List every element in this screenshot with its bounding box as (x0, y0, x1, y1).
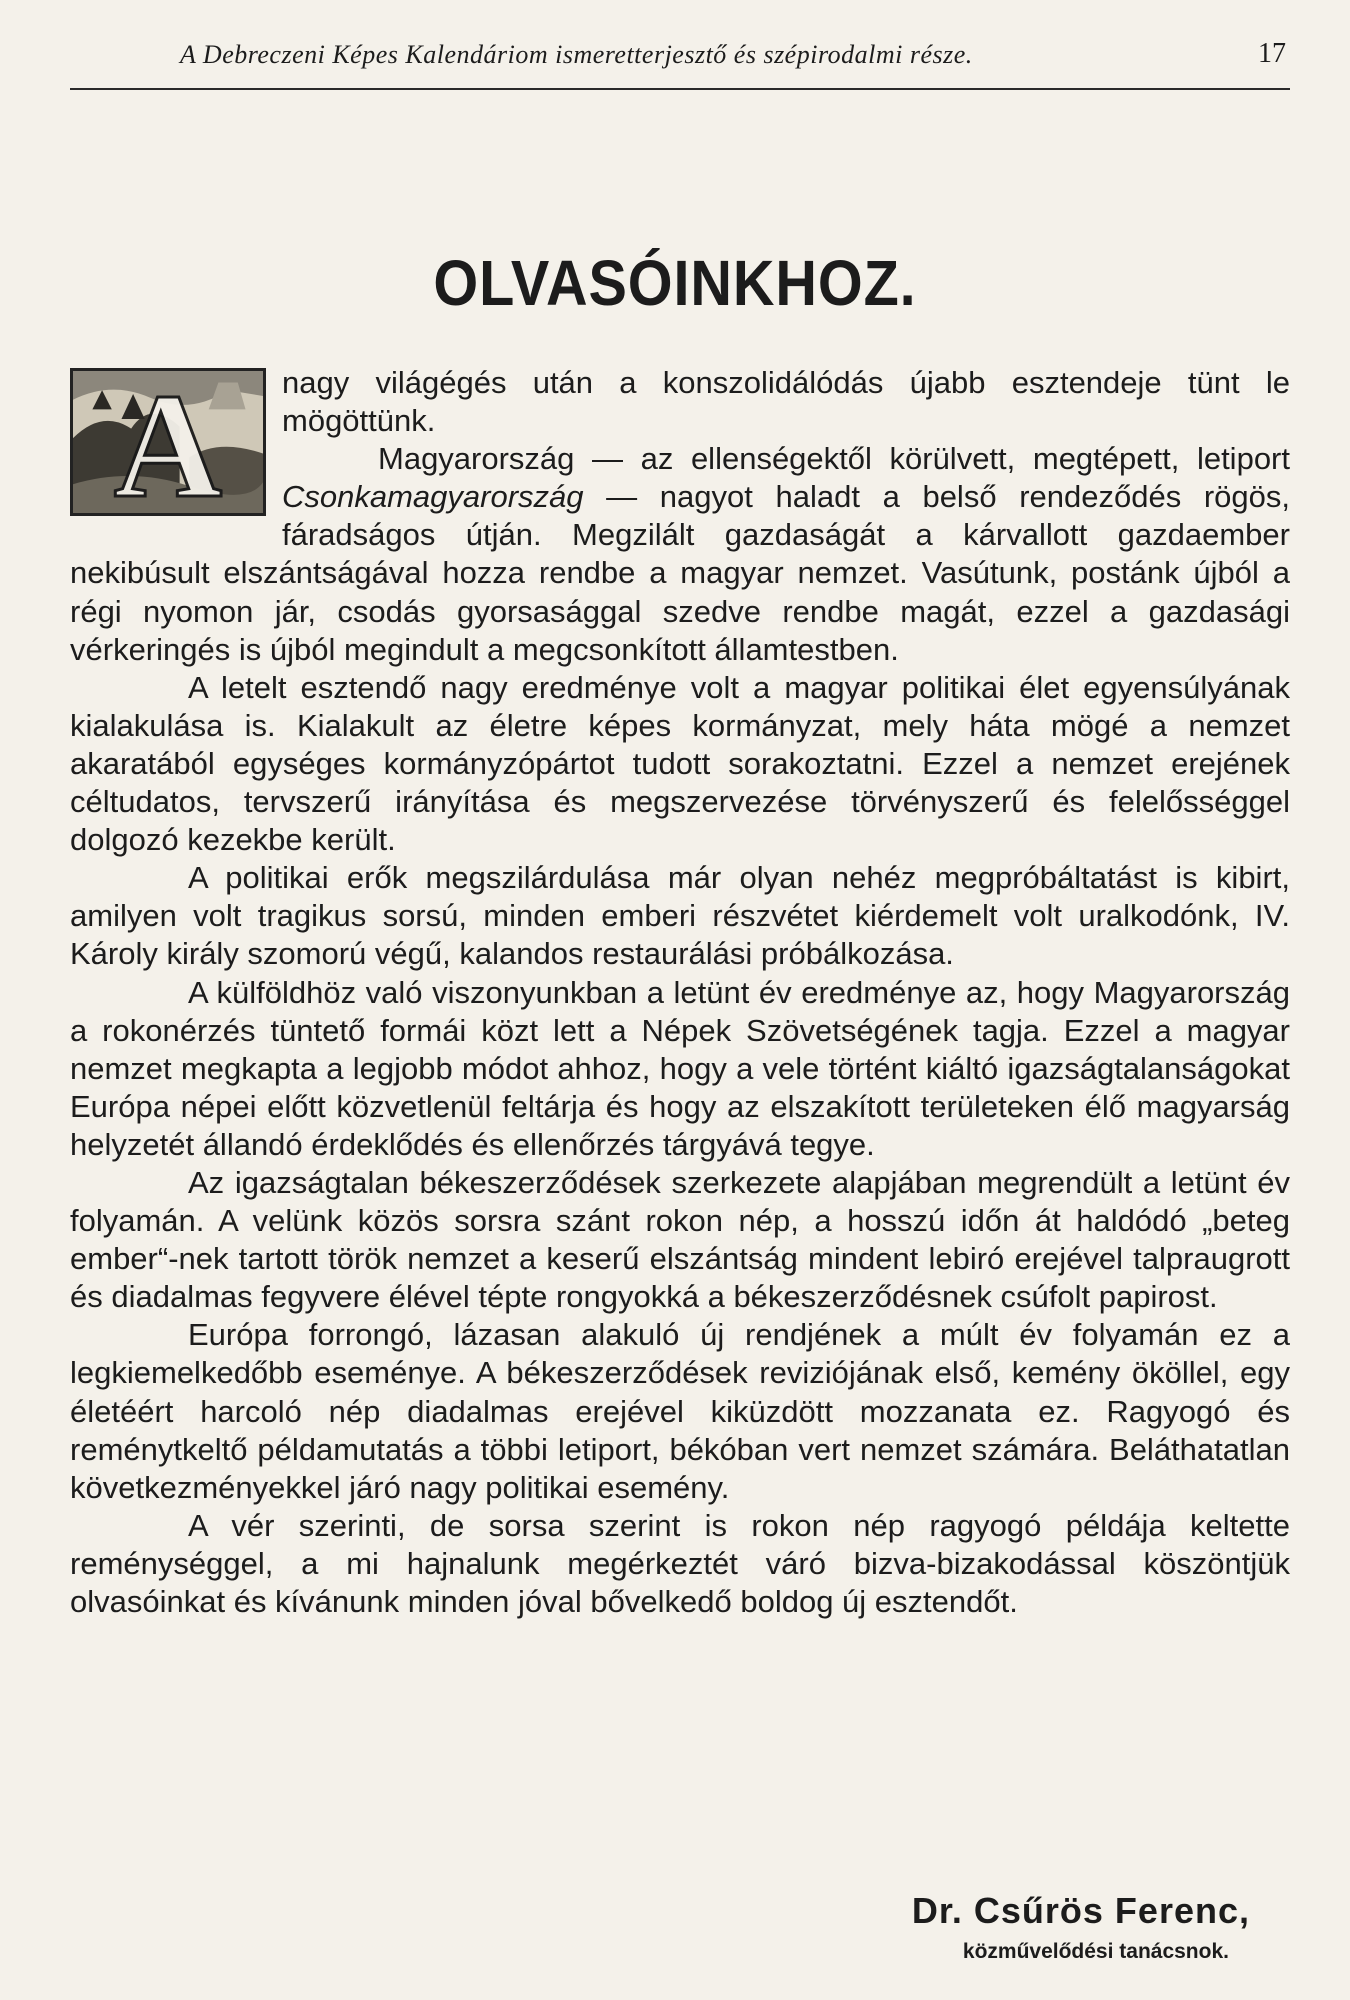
drop-cap-illustration (70, 368, 266, 516)
paragraph-6: Az igazságtalan békeszerződések szerkezete alapjában megrendült a letünt év folyamán. A velünk közös sorsra szánt rokon nép, a hosszú időn át haldódó „beteg ember“-nek tartott török nemzet a keserű elszántság mindent lebiró erejével talpraugrott és diadalmas fegyvere élével tépte rongyokká a békeszerződésnek csúfolt papirost. (70, 1164, 1290, 1315)
running-title: A Debreczeni Képes Kalendáriom ismeretterjesztő és szépirodalmi része. (180, 40, 973, 69)
paragraph-5: A külföldhöz való viszonyunkban a letünt év eredménye az, hogy Magyarország a rokonérzés tüntető formái közt lett a Népek Szövetségének tagja. Ezzel a magyar nemzet megkapta a legjobb módot ahhoz, hogy a vele történt kiáltó igazságtalanságokat Európa népei előtt közvetlenül feltárja és hogy az elszakított területeken élő magyarság helyzetét állandó érdeklődés és ellenőrzés tárgyává tegye. (70, 974, 1290, 1162)
article-body (70, 364, 1290, 1621)
paragraph-8: A vér szerinti, de sorsa szerint is rokon nép ragyogó példája keltette reménységgel, a mi hajnalunk megérkeztét váró bizva-bizakodással köszöntjük olvasóinkat és kívánunk minden jóval bővelkedő boldog új esztendőt. (70, 1507, 1290, 1619)
signature-name: Dr. Csűrös Ferenc, (911, 1890, 1250, 1931)
paragraph-1: nagy világégés után a konszolidálódás újabb esztendeje tünt le mögöttünk. (282, 365, 1290, 439)
paragraph-4: A politikai erők megszilárdulása már olyan nehéz megpróbáltatást is kibirt, amilyen volt tragikus sorsú, minden emberi részvétet kiérdemelt volt uralkodónk, IV. Károly király szomorú végű, kalandos restaurálási próbálkozása. (70, 860, 1290, 972)
paragraph-2: Magyarország — az ellenségektől körülvett, megtépett, letiport Csonkamagyarország — nagyot haladt a belső rendeződés rögös, fáradságos útján. Megzilált gazdaságát a kárvallott gazdaember nekibúsult elszántságával hozza rendbe a magyar nemzet. Vasútunk, postánk újból a régi nyomon jár, csodás gyorsasággal szedve rendbe magát, ezzel a gazdasági vérkeringés is újból megindult a megcsonkított államtestben. (70, 441, 1290, 667)
signature (912, 1890, 1250, 1964)
paragraph-3: A letelt esztendő nagy eredménye volt a magyar politikai élet egyensúlyának kialakulása is. Kialakult az életre képes kormányzat, mely háta mögé a nemzet akaratából egységes kormányzópártot tudott sorakoztatni. Ezzel a nemzet erejének céltudatos, tervszerű irányítása és megszervezése törvényszerű és felelősséggel dolgozó kezekbe került. (70, 669, 1290, 858)
article-title: OLVASÓINKHOZ. (433, 247, 917, 319)
signature-role: közművelődési tanácsnok. (962, 1940, 1229, 1963)
page-number: 17 (1258, 38, 1286, 69)
running-head (70, 36, 1290, 90)
paragraph-7: Európa forrongó, lázasan alakuló új rendjének a múlt év folyamán ez a legkiemelkedőbb eseménye. A békeszerződések reviziójának első, kemény ököllel, egy életéért harcoló nép diadalmas erejével kiküzdött mozzanata ez. Ragyogó és reménytkeltő példamutatás a többi letiport, békóban vert nemzet számára. Beláthatatlan következményekkel járó nagy politikai esemény. (70, 1317, 1290, 1505)
emphasis-csonkamagyarorszag: Csonkamagyarország (282, 479, 584, 515)
drop-cap-letter: A (113, 368, 223, 516)
